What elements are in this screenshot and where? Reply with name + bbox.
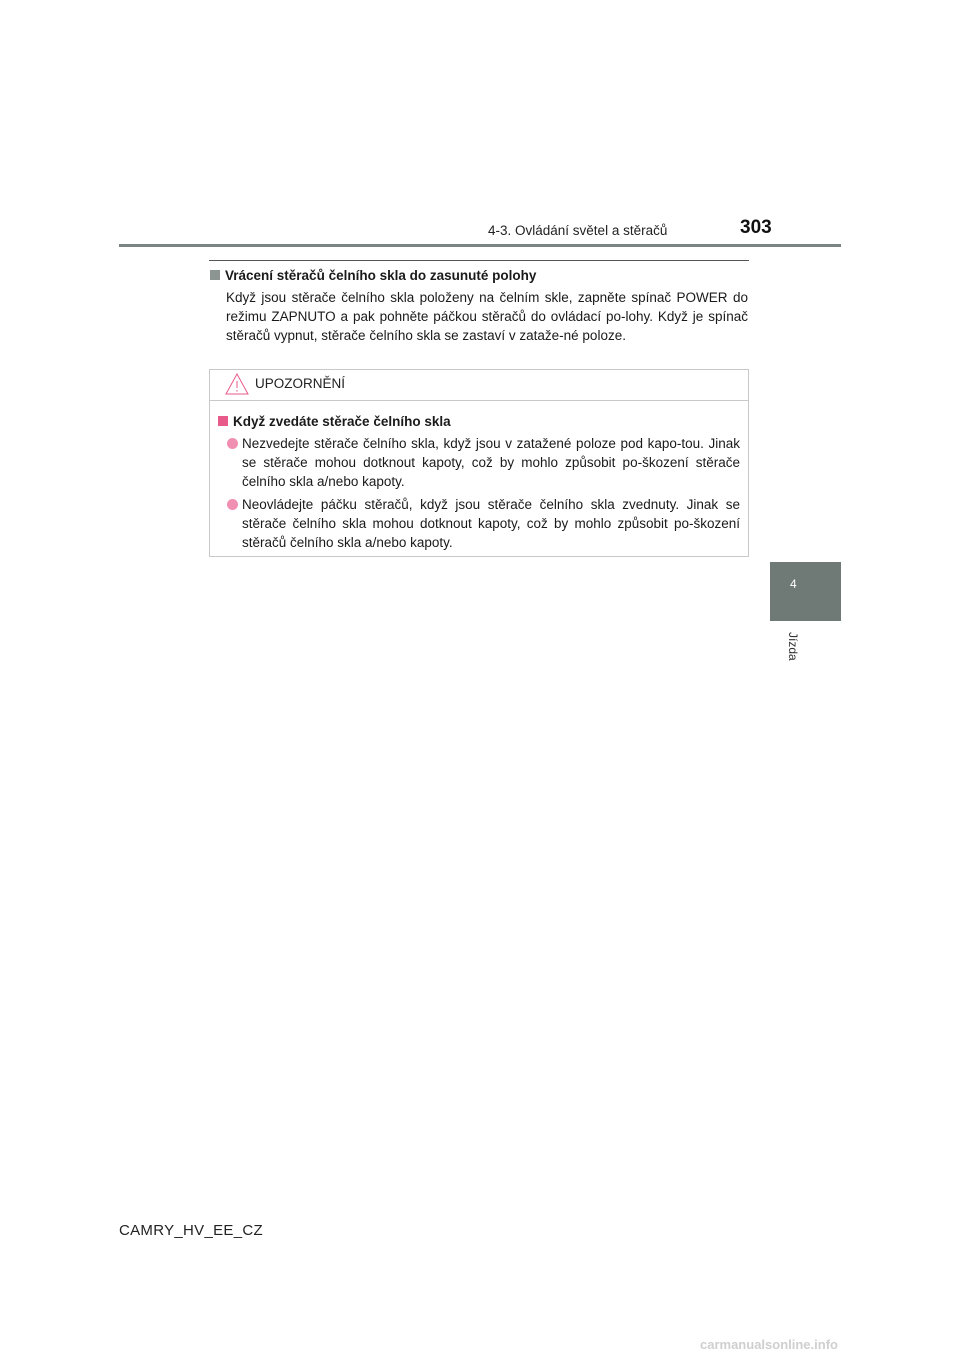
warning-heading-text: Když zvedáte stěrače čelního skla	[233, 414, 451, 429]
chapter-tab-number: 4	[790, 577, 797, 591]
warning-triangle-icon	[225, 373, 249, 395]
section-rule	[209, 260, 749, 261]
section-heading	[210, 266, 748, 285]
round-bullet-icon	[227, 438, 238, 449]
section-body: Když jsou stěrače čelního skla položeny na čelním skle, zapněte spínač POWER do režimu ZAPNUTO a pak pohněte páčkou stěračů do ovládací po-lohy. Když je spínač stěračů vypnut, stěrače čelního skla se zastaví v zataže-né poloze.	[226, 290, 748, 343]
warning-box	[209, 369, 749, 557]
warning-list-item	[218, 495, 740, 552]
chapter-tab-label: Jízda	[786, 632, 800, 661]
round-bullet-icon	[227, 499, 238, 510]
chapter-tab[interactable]	[770, 562, 841, 621]
warning-title: UPOZORNĚNÍ	[255, 376, 346, 391]
square-bullet-icon	[218, 416, 228, 426]
warning-item-text: Nezvedejte stěrače čelního skla, když jsou v zatažené poloze pod kapo-tou. Jinak se stěrače mohou dotknout kapoty, což by mohlo způsobit po-škození stěrače čelního skla a/nebo kapoty.	[242, 436, 740, 489]
warning-header	[210, 370, 748, 401]
section-heading-text: Vrácení stěračů čelního skla do zasunuté polohy	[225, 268, 537, 283]
square-bullet-icon	[210, 270, 220, 280]
header-section-title: 4-3. Ovládání světel a stěračů	[488, 223, 668, 238]
warning-list-item	[218, 434, 740, 491]
document-code: CAMRY_HV_EE_CZ	[119, 1222, 263, 1239]
warning-item-text: Neovládejte páčku stěračů, když jsou stěrače čelního skla zvednuty. Jinak se stěrače čelního skla mohou dotknout kapoty, což by mohlo způsobit po-škození stěračů čelního skla a/nebo kapoty.	[242, 497, 740, 550]
page-number: 303	[740, 217, 772, 238]
section-retract-wipers	[210, 266, 748, 345]
watermark-text: carmanualsonline.info	[700, 1337, 838, 1352]
warning-body	[210, 401, 748, 552]
warning-heading	[218, 412, 740, 431]
header-rule	[119, 244, 841, 247]
